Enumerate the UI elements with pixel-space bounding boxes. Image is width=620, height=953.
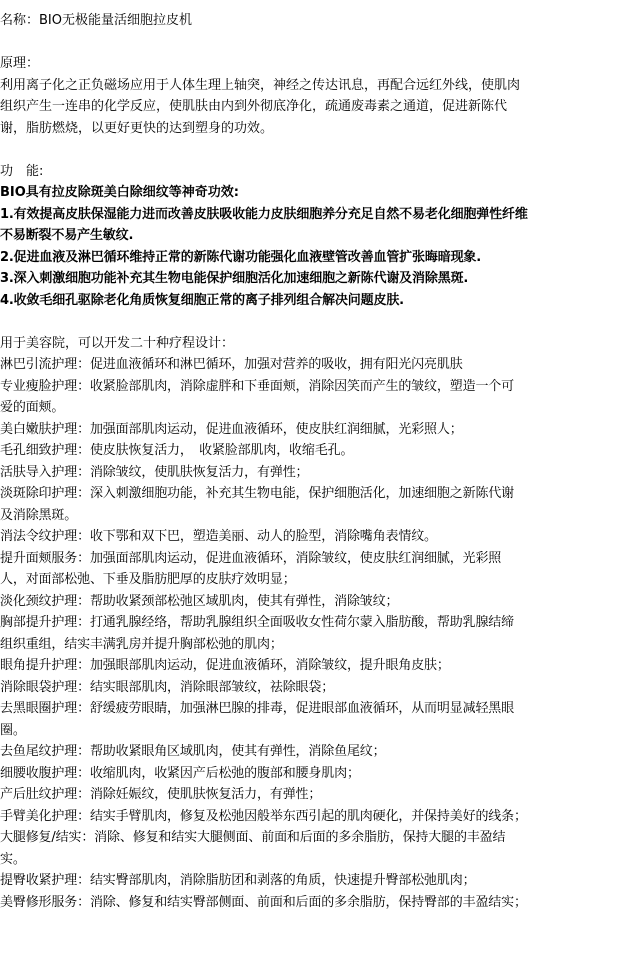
treatment-item <box>0 784 612 806</box>
salon-heading: 用于美容院，可以开发二十种疗程设计： <box>0 335 235 351</box>
treatment-item <box>0 741 612 763</box>
document-title: 名称：BIO无极能量活细胞拉皮机 <box>0 13 192 28</box>
treatment-item <box>0 591 612 613</box>
treatment-item-line: 淡化颈纹护理：帮助收紧颈部松弛区域肌肉，使其有弹性，消除皱纹； <box>0 593 399 609</box>
function-item <box>0 247 612 269</box>
principle-heading: 原理： <box>0 56 40 71</box>
spacer <box>0 32 612 54</box>
treatment-item-line: 消除眼袋护理：结实眼部肌肉，消除眼部皱纹，祛除眼袋； <box>0 679 335 695</box>
function-list <box>0 204 612 312</box>
treatment-item-line: 提升面颊服务：加强面部肌肉运动，促进血液循环，消除皱纹，使皮肤红润细腻，光彩照 <box>0 550 502 566</box>
treatment-item-line: 淋巴引流护理：促进血液循环和淋巴循环，加强对营养的吸收，拥有阳光闪亮肌肤 <box>0 357 463 372</box>
function-item <box>0 290 612 312</box>
salon-treatment-list <box>0 354 612 913</box>
principle-line-1: 利用离子化之正负磁场应用于人体生理上轴突，神经之传达讯息，再配合远红外线，使肌肉 <box>0 77 521 93</box>
treatment-item-line: 大腿修复/结实：消除、修复和结实大腿侧面、前面和后面的多余脂肪，保持大腿的丰盈结 <box>0 830 506 845</box>
treatment-item <box>0 354 612 376</box>
treatment-item <box>0 827 612 870</box>
treatment-item <box>0 526 612 548</box>
treatment-item <box>0 763 612 785</box>
treatment-item-line: 细腰收腹护理：收缩肌肉，收紧因产后松弛的腹部和腰身肌肉； <box>0 765 360 781</box>
treatment-item-line: 提臀收紧护理：结实臀部肌肉，消除脂肪团和剥落的角质，快速提升臀部松弛肌肉； <box>0 873 476 888</box>
treatment-item <box>0 376 612 419</box>
treatment-item-line: 手臂美化护理：结实手臂肌肉，修复及松弛因般举东西引起的肌肉硬化，并保持美好的线条； <box>0 808 527 824</box>
treatment-item-line: 爱的面颊。 <box>0 400 65 415</box>
treatment-item-line: 圈。 <box>0 722 26 738</box>
treatment-item-line: 专业瘦脸护理：收紧脸部肌肉，消除虚胖和下垂面颊，消除因笑而产生的皱纹，塑造一个可 <box>0 378 515 394</box>
treatment-item <box>0 548 612 591</box>
treatment-item-line: 眼角提升护理：加强眼部肌肉运动，促进血液循环，消除皱纹，提升眼角皮肤； <box>0 658 450 673</box>
treatment-item-line: 淡斑除印护理：深入刺激细胞功能，补充其生物电能，保护细胞活化，加速细胞之新陈代谢 <box>0 486 515 501</box>
treatment-item <box>0 440 612 462</box>
function-heading: 功 能: <box>0 163 44 179</box>
function-item-line: 2.促进血液及淋巴循环维持正常的新陈代谢功能强化血液壁管改善血管扩张晦暗现象. <box>0 249 482 265</box>
treatment-item-line: 去鱼尾纹护理：帮助收紧眼角区域肌肉，使其有弹性，消除鱼尾纹； <box>0 744 386 759</box>
treatment-item-line: 人，对面部松弛、下垂及脂肪肥厚的皮肤疗效明显； <box>0 572 296 587</box>
treatment-item-line: 实。 <box>0 851 26 867</box>
treatment-item <box>0 655 612 677</box>
treatment-item-line: 去黑眼圈护理：舒缓疲劳眼睛，加强淋巴腺的排毒，促进眼部血液循环，从而明显减轻黑眼 <box>0 701 515 716</box>
principle-line-2: 组织产生一连串的化学反应，使肌肤由内到外彻底净化，疏通废毒素之通道，促进新陈代 <box>0 99 508 114</box>
treatment-item <box>0 892 612 914</box>
treatment-item-line: 美白嫩肤护理：加强面部肌肉运动，促进血液循环，使皮肤红润细腻，光彩照人； <box>0 421 463 437</box>
treatment-item-line: 组织重组，结实丰满乳房并提升胸部松弛的肌肉； <box>0 636 283 652</box>
treatment-item <box>0 677 612 699</box>
treatment-item-line: 消法令纹护理：收下鄂和双下巴，塑造美丽、动人的脸型，消除嘴角表情纹。 <box>0 529 437 544</box>
treatment-item-line: 及消除黑斑。 <box>0 507 78 523</box>
function-item <box>0 268 612 290</box>
spacer <box>0 311 612 333</box>
treatment-item <box>0 612 612 655</box>
treatment-item-line: 毛孔细致护理：使皮肤恢复活力， 收紧脸部肌肉，收缩毛孔。 <box>0 443 354 458</box>
function-item-line: 1.有效提高皮肤保湿能力进而改善皮肤吸收能力皮肤细胞养分充足自然不易老化细胞弹性纤维 <box>0 206 528 222</box>
treatment-item <box>0 870 612 892</box>
treatment-item-line: 活肤导入护理：消除皱纹，使肌肤恢复活力，有弹性； <box>0 464 309 480</box>
treatment-item <box>0 462 612 484</box>
function-intro: BIO具有拉皮除斑美白除细纹等神奇功效: <box>0 185 239 200</box>
treatment-item-line: 美臀修形服务：消除、修复和结实臀部侧面、前面和后面的多余脂肪，保持臀部的丰盈结实； <box>0 894 527 910</box>
treatment-item-line: 胸部提升护理：打通乳腺经络，帮助乳腺组织全面吸收女性荷尔蒙入脂肪酸，帮助乳腺结缔 <box>0 615 515 630</box>
function-item <box>0 204 612 247</box>
treatment-item <box>0 806 612 828</box>
treatment-item <box>0 698 612 741</box>
treatment-item-line: 产后肚纹护理：消除妊娠纹，使肌肤恢复活力，有弹性； <box>0 787 322 802</box>
treatment-item <box>0 419 612 441</box>
function-item-line: 不易断裂不易产生敏纹. <box>0 228 134 243</box>
function-item-line: 3.深入刺激细胞功能补充其生物电能保护细胞活化加速细胞之新陈代谢及消除黑斑. <box>0 271 469 286</box>
principle-line-3: 谢，脂肪燃烧，以更好更快的达到塑身的功效。 <box>0 120 274 136</box>
spacer <box>0 139 612 161</box>
treatment-item <box>0 483 612 526</box>
function-item-line: 4.收敛毛细孔驱除老化角质恢复细胞正常的离子排列组合解决问题皮肤. <box>0 292 404 308</box>
